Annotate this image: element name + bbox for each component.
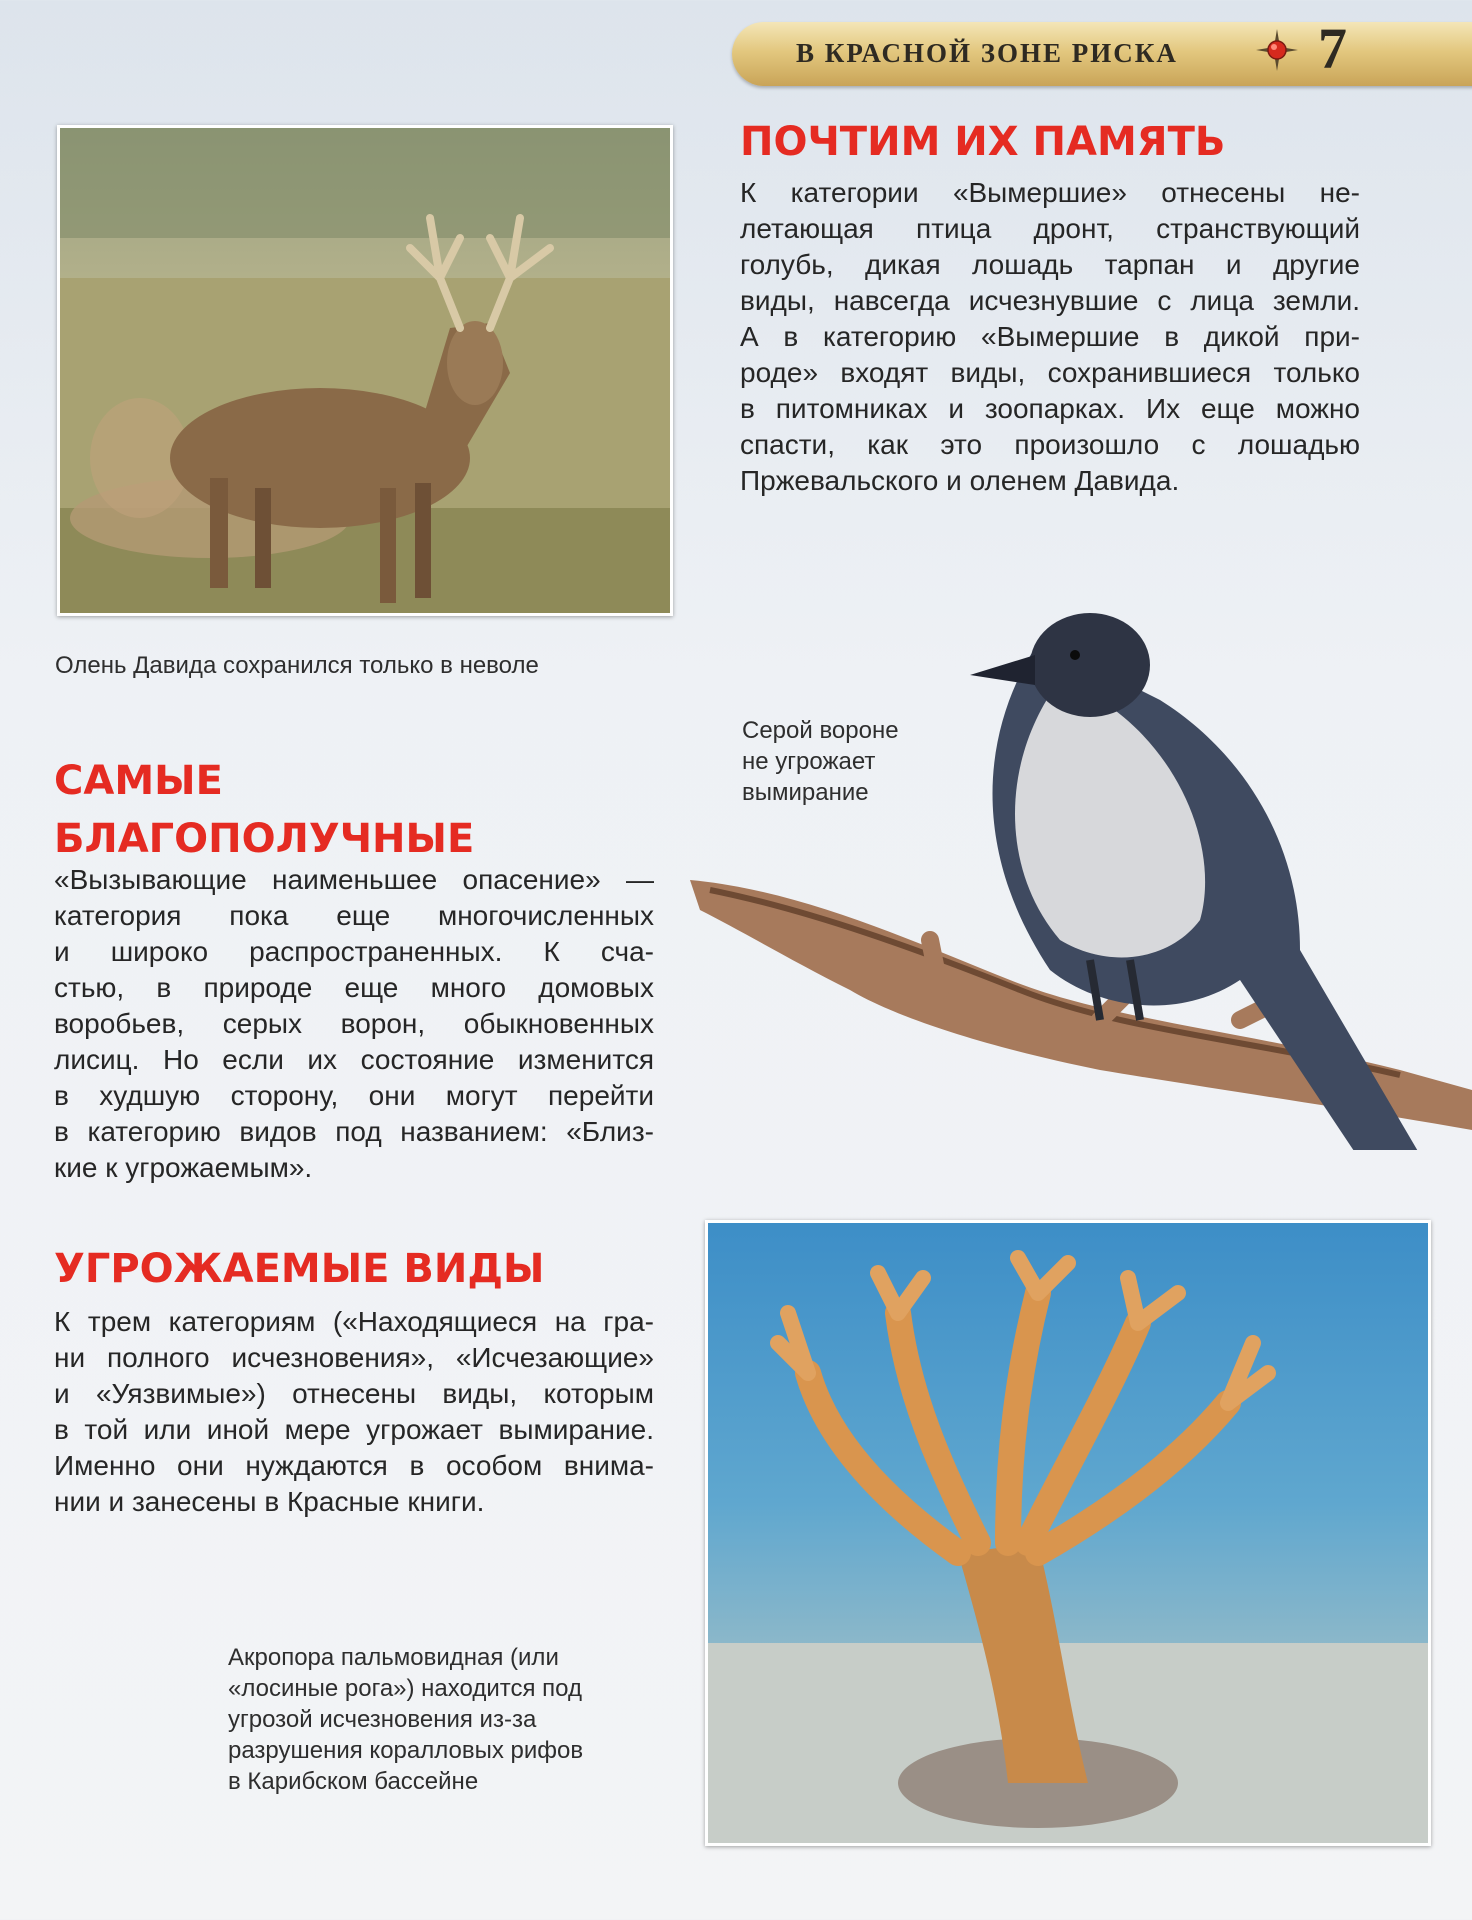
- text-line: категория пока еще многочисленных: [54, 900, 654, 931]
- section-heading-memory: ПОЧТИМ ИХ ПАМЯТЬ: [740, 119, 1226, 165]
- text-line: кие к угрожаемым».: [54, 1152, 313, 1183]
- caption-line: вымирание: [742, 779, 869, 806]
- crow-caption: [742, 715, 899, 808]
- page-number: 7: [1318, 16, 1347, 81]
- text-line: К трем категориям («Находящиеся на гра-: [54, 1306, 654, 1337]
- caption-line: Серой вороне: [742, 717, 899, 744]
- section-heading-least-concern: [54, 752, 474, 868]
- text-line: в худшую сторону, они могут перейти: [54, 1080, 654, 1111]
- text-line: воробьев, серых ворон, обыкновенных: [54, 1008, 654, 1039]
- crow-illustration: [680, 550, 1472, 1150]
- heading-line: САМЫЕ: [54, 758, 223, 804]
- coral-photo: [705, 1220, 1431, 1846]
- text-line: роде» входят виды, сохранившиеся только: [740, 357, 1360, 388]
- text-line: и «Уязвимые») отнесены виды, которым: [54, 1378, 654, 1409]
- section-text-threatened: [54, 1304, 654, 1520]
- text-line: К категории «Вымершие» отнесены не-: [740, 177, 1360, 208]
- compass-rose-icon: [1255, 28, 1299, 72]
- text-line: ни полного исчезновения», «Исчезающие»: [54, 1342, 654, 1373]
- section-heading-threatened: УГРОЖАЕМЫЕ ВИДЫ: [54, 1246, 545, 1292]
- header-title: В КРАСНОЙ ЗОНЕ РИСКА: [796, 38, 1178, 68]
- text-line: стью, в природе еще много домовых: [54, 972, 654, 1003]
- text-line: спасти, как это произошло с лошадью: [740, 429, 1360, 460]
- text-line: лисиц. Но если их состояние изменится: [54, 1044, 654, 1075]
- text-line: в той или иной мере угрожает вымирание.: [54, 1414, 654, 1445]
- text-line: А в категорию «Вымершие в дикой при-: [740, 321, 1360, 352]
- text-line: Именно они нуждаются в особом внима-: [54, 1450, 654, 1481]
- text-line: «Вызывающие наименьшее опасение» —: [54, 864, 654, 895]
- caption-line: не угрожает: [742, 748, 876, 775]
- caption-line: разрушения коралловых рифов: [228, 1737, 584, 1764]
- text-line: виды, навсегда исчезнувшие с лица земли.: [740, 285, 1360, 316]
- text-line: Пржевальского и оленем Давида.: [740, 465, 1180, 496]
- coral-caption: [228, 1642, 583, 1797]
- caption-line: Акропора пальмовидная (или: [228, 1644, 559, 1671]
- text-line: в категорию видов под названием: «Близ-: [54, 1116, 654, 1147]
- text-line: и широко распространенных. К сча-: [54, 936, 654, 967]
- text-line: нии и занесены в Красные книги.: [54, 1486, 485, 1517]
- text-line: летающая птица дронт, странствующий: [740, 213, 1360, 244]
- caption-line: угрозой исчезновения из-за: [228, 1706, 537, 1733]
- text-line: голубь, дикая лошадь тарпан и другие: [740, 249, 1360, 280]
- deer-photo: [57, 125, 673, 616]
- text-line: в питомниках и зоопарках. Их еще можно: [740, 393, 1360, 424]
- section-text-memory: [740, 175, 1360, 499]
- caption-line: в Карибском бассейне: [228, 1768, 479, 1795]
- caption-line: «лосиные рога») находится под: [228, 1675, 582, 1702]
- deer-caption: Олень Давида сохранился только в неволе: [55, 652, 539, 679]
- section-text-least-concern: [54, 862, 654, 1186]
- heading-line: БЛАГОПОЛУЧНЫЕ: [54, 816, 475, 862]
